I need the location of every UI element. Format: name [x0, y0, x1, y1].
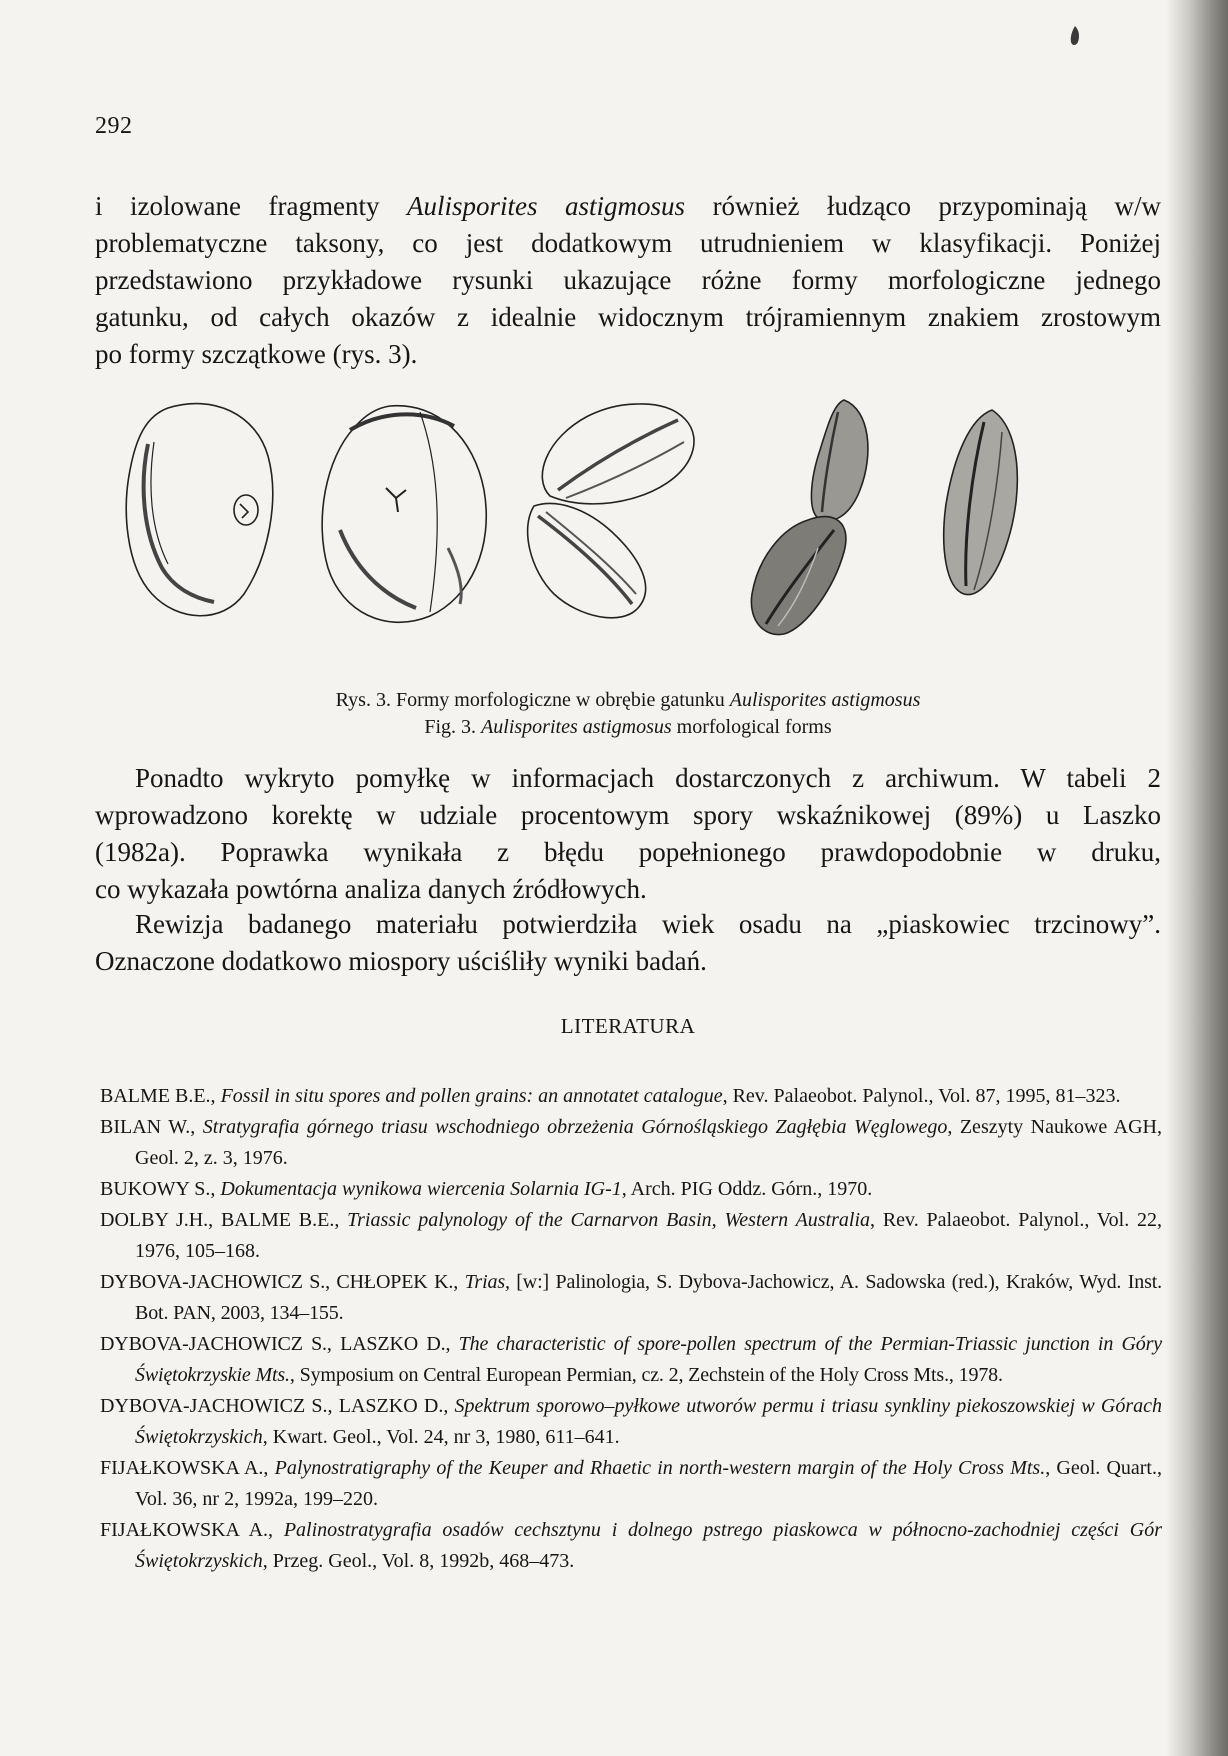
text-line-text: Rewizja badanego materiału potwierdziła wiek osadu na „piaskowiec trzcinowy”.: [135, 909, 1161, 939]
text-line-text: i izolowane fragmenty: [95, 191, 407, 221]
reference-entry: [100, 1453, 1162, 1515]
text-line: [95, 943, 1161, 980]
reference-italic: Palynostratigraphy of the Keuper and Rhaetic in north-western margin of the Holy Cross Mts.: [274, 1457, 1046, 1479]
ink-blot-mark: [1068, 24, 1082, 48]
reference-italic: Spektrum sporowo–pyłkowe utworów permu i triasu synkliny piekoszowskiej w Górach Świętokrzyskich: [135, 1395, 1162, 1448]
reference-entry: [100, 1391, 1162, 1453]
reference-text: , Rev. Palaeobot. Palynol., Vol. 87, 1995, 81–323.: [722, 1085, 1121, 1107]
reference-text: FIJAŁKOWSKA A.,: [100, 1519, 284, 1541]
reference-text: BALME B.E.,: [100, 1085, 221, 1107]
references-heading: LITERATURA: [560, 1014, 696, 1038]
reference-text: FIJAŁKOWSKA A.,: [100, 1457, 275, 1479]
text-line: [95, 336, 1161, 373]
text-line: [95, 225, 1161, 262]
reference-text: , Geol. Quart., Vol. 36, nr 2, 1992a, 199–220.: [135, 1457, 1162, 1510]
reference-text: , Kwart. Geol., Vol. 24, nr 3, 1980, 611–641.: [262, 1426, 620, 1448]
text-line: [95, 262, 1161, 299]
caption-italic: Aulisporites astigmosus: [481, 716, 672, 738]
spore-drawing-2: [322, 406, 486, 623]
text-line-text: wprowadzono korektę w udziale procentowym spory wskaźnikowej (89%) u Laszko: [95, 800, 1161, 830]
text-line: [95, 834, 1161, 871]
reference-entry: [100, 1205, 1162, 1267]
text-line: [95, 188, 1161, 225]
text-line-text: problematyczne taksony, co jest dodatkowym utrudnieniem w klasyfikacji. Poniżej: [95, 228, 1161, 258]
reference-italic: Triassic palynology of the Carnarvon Basin, Western Australia: [347, 1209, 871, 1231]
reference-text: DYBOVA-JACHOWICZ S., CHŁOPEK K.,: [100, 1271, 465, 1293]
binding-shadow: [1166, 0, 1228, 1756]
figure-caption-english: [95, 714, 1161, 740]
reference-italic: Stratygrafia górnego triasu wschodniego obrzeżenia Górnośląskiego Zagłębia Węglowego: [202, 1116, 948, 1138]
text-line-text: Ponadto wykryto pomyłkę w informacjach dostarczonych z archiwum. W tabeli 2: [135, 763, 1161, 793]
paragraph-1: [95, 188, 1161, 373]
caption-text: morfological forms: [671, 716, 832, 738]
references-list: [100, 1081, 1162, 1577]
reference-text: , Arch. PIG Oddz. Górn., 1970.: [621, 1178, 873, 1200]
caption-italic: Aulisporites astigmosus: [729, 689, 921, 711]
figure-3-drawings: [118, 398, 1118, 660]
reference-text: DYBOVA-JACHOWICZ S., LASZKO D.,: [100, 1333, 459, 1355]
reference-text: , Przeg. Geol., Vol. 8, 1992b, 468–473.: [262, 1550, 575, 1572]
text-line-text: również łudząco przypominają w/w: [685, 191, 1161, 221]
text-line-text: co wykazała powtórna analiza danych źródłowych.: [95, 874, 647, 904]
reference-text: , Symposium on Central European Permian, cz. 2, Zechstein of the Holy Cross Mts., 1978.: [289, 1364, 1003, 1386]
spore-drawing-4: [751, 400, 868, 635]
spore-drawing-5: [944, 410, 1018, 595]
text-line-text: (1982a). Poprawka wynikała z błędu popełnionego prawdopodobnie w druku,: [95, 837, 1161, 867]
reference-entry: [100, 1267, 1162, 1329]
reference-entry: [100, 1112, 1162, 1174]
reference-italic: Dokumentacja wynikowa wiercenia Solarnia IG-1: [220, 1178, 622, 1200]
text-line: [95, 299, 1161, 336]
reference-entry: [100, 1329, 1162, 1391]
reference-text: DOLBY J.H., BALME B.E.,: [100, 1209, 348, 1231]
text-line-text: po formy szczątkowe (rys. 3).: [95, 339, 418, 369]
reference-italic: The characteristic of spore-pollen spectrum of the Permian-Triassic junction in Góry Świętokrzyskie Mts.: [135, 1333, 1162, 1386]
text-line: [95, 797, 1161, 834]
paragraph-3: [95, 906, 1161, 980]
reference-entry: [100, 1174, 1162, 1205]
reference-text: BILAN W.,: [100, 1116, 203, 1138]
text-line-text: przedstawiono przykładowe rysunki ukazujące różne formy morfologiczne jednego: [95, 265, 1161, 295]
reference-text: [w:] Palinologia, S. Dybova-Jachowicz, A. Sadowska (red.), Kraków, Wyd. Inst. Bot. PAN, 2003, 134–155.: [135, 1271, 1162, 1324]
reference-entry: [100, 1081, 1162, 1112]
reference-text: DYBOVA-JACHOWICZ S., LASZKO D.,: [100, 1395, 455, 1417]
spore-drawing-1: [126, 404, 272, 616]
caption-text: Rys. 3. Formy morfologiczne w obrębie gatunku: [335, 689, 730, 711]
figure-caption-polish: [95, 687, 1161, 713]
caption-text: Fig. 3.: [424, 716, 482, 738]
text-line-italic: Aulisporites astigmosus: [406, 191, 686, 221]
reference-italic: Fossil in situ spores and pollen grains: an annotatet catalogue: [220, 1085, 723, 1107]
text-line-text: Oznaczone dodatkowo miospory uściśliły wyniki badań.: [95, 946, 707, 976]
reference-text: , Zeszyty Naukowe AGH, Geol. 2, z. 3, 1976.: [135, 1116, 1162, 1169]
paragraph-2: [95, 760, 1161, 908]
reference-text: , Rev. Palaeobot. Palynol., Vol. 22, 1976, 105–168.: [135, 1209, 1162, 1262]
text-line: [95, 906, 1161, 943]
spore-drawing-3: [528, 404, 694, 618]
reference-italic: Trias,: [464, 1271, 510, 1293]
reference-text: BUKOWY S.,: [100, 1178, 221, 1200]
text-line: [95, 871, 1161, 908]
page-number: 292: [95, 113, 133, 139]
reference-entry: [100, 1515, 1162, 1577]
text-line-text: gatunku, od całych okazów z idealnie widocznym trójramiennym znakiem zrostowym: [95, 302, 1161, 332]
reference-italic: Palinostratygrafia osadów cechsztynu i dolnego pstrego piaskowca w północno-zachodniej części Gór Świętokrzyskich: [135, 1519, 1162, 1572]
text-line: [95, 760, 1161, 797]
